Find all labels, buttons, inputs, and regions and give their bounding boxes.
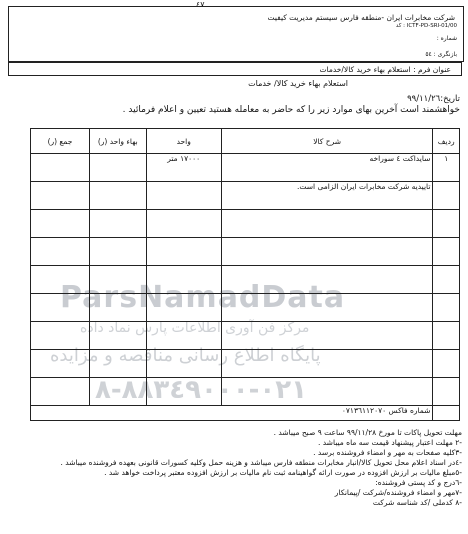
inquiry-date: تاریخ:٩٩/١١/٢٦ — [407, 94, 460, 104]
item-description: سایداکت ٤ سوراخه — [221, 154, 433, 182]
watermark-brand: ParsNamadData — [60, 280, 346, 315]
form-title: عنوان فرم : استعلام بهاء خرید کالا/خدمات — [8, 62, 462, 76]
term-item: -٧مهر و امضاء فروشنده/شرکت /پیمانکار — [334, 488, 462, 497]
col-unit-header: واحد — [146, 129, 221, 154]
delivery-deadline: مهلت تحویل پاکات تا مورخ ٩٩/١١/٢٨ ساعت ٩ صبح میباشد . — [273, 428, 462, 437]
table-row — [31, 238, 460, 266]
table-row — [31, 182, 460, 210]
unit-price-cell — [90, 154, 147, 182]
intro-text: خواهشمند است آخرین بهای موارد زیر را که حاضر به معامله هستید تعیین و اعلام فرمائید . — [122, 105, 460, 115]
inquiry-title: استعلام بهاء خرید کالا/ خدمات — [248, 79, 348, 88]
table-row — [31, 266, 460, 294]
company-name: شرکت مخابرات ایران -منطقه فارس سیستم مدیریت کیفیت — [267, 13, 455, 22]
item-description: تاییدیه شرکت مخابرات ایران الزامی است. — [221, 182, 433, 210]
col-total-header: جمع (ر) — [31, 129, 90, 154]
table-row — [31, 322, 460, 350]
page-top-number: ٤٧ — [196, 0, 205, 9]
col-row-header: ردیف — [433, 129, 460, 154]
revision-label: بازنگری : ٥٤ — [425, 51, 457, 58]
form-code: کد : ICTF-PD-SRI-01/00 — [395, 23, 457, 29]
term-item: -٤در اسناد اعلام محل تحویل کالا/انبار مخابرات منطقه فارس میباشد و هزینه حمل وکلیه کسورات قانونی بعهده فروشنده میباشد . — [60, 458, 462, 467]
table-row — [31, 350, 460, 378]
col-unit-price-header: بهاء واحد (ر) — [90, 129, 147, 154]
term-item: -٢ مهلت اعتبار پیشنهاد قیمت سه ماه میباشد . — [317, 438, 462, 447]
term-item: -٣کلیه صفحات به مهر و امضاء فروشنده برسد . — [313, 448, 462, 457]
term-item: -٨ کدملی /کد شناسه شرکت — [372, 498, 462, 507]
row-number: ١ — [433, 154, 460, 182]
fax-row — [31, 406, 460, 421]
fax-number: شماره فاکس ٠٧١٣٦١١٢٠٧٠ — [31, 406, 433, 421]
item-unit: ١٧٠٠٠ متر — [146, 154, 221, 182]
terms-section — [6, 428, 462, 508]
table-row — [31, 378, 460, 406]
watermark-phone: ٠٢١-٨٨٣٤٩٠٠٠-٨ — [95, 375, 308, 405]
col-description-header: شرح کالا — [221, 129, 433, 154]
document-header — [8, 6, 464, 62]
term-item: -٦درج و کد پستی فروشنده: — [375, 478, 462, 487]
form-number-label: شماره : — [436, 35, 457, 42]
total-cell — [31, 154, 90, 182]
items-table — [30, 128, 460, 421]
table-header-row — [31, 129, 460, 154]
table-row — [31, 210, 460, 238]
table-row — [31, 154, 460, 182]
table-row — [31, 294, 460, 322]
watermark-line: پایگاه اطلاع رسانی مناقصه و مزایده — [50, 345, 321, 366]
term-item: -٥مبلغ مالیات بر ارزش افزوده در صورت ارائه گواهینامه ثبت نام مالیات بر ارزش افزوده معتبر پرداخت خواهد شد . — [104, 468, 462, 477]
watermark-line: مرکز فن آوری اطلاعات پارس نماد داده — [80, 320, 310, 336]
